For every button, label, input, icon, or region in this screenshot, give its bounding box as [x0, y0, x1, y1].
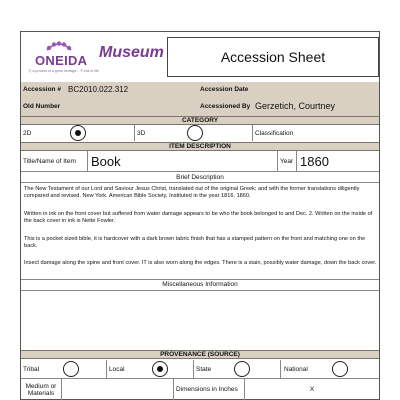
- medium-materials-label: Medium or Materials: [25, 382, 57, 397]
- provenance-state-label: State: [196, 365, 212, 373]
- misc-info-label: Miscellaneous Information: [162, 281, 238, 288]
- title-label: Title/Name of Item: [23, 157, 76, 165]
- description-paragraph: This is a pocket sized bible, it is hardcover with a dark brown tabric finish that has a stamped pattern on the front and matching one on the back.: [24, 236, 366, 250]
- category-heading: CATEGORY: [21, 116, 379, 125]
- year-field[interactable]: 1860: [300, 153, 329, 169]
- provenance-tribal-radio[interactable]: [63, 361, 79, 377]
- logo-tagline: Ⓡ a product of a great heritage... ® lots of life: [28, 69, 99, 73]
- accession-date-field[interactable]: [258, 82, 379, 96]
- misc-info-field[interactable]: [21, 291, 379, 349]
- provenance-local-label: Local: [109, 365, 125, 373]
- category-row: [21, 125, 379, 141]
- logo-area: [21, 32, 165, 82]
- provenance-local-radio[interactable]: [152, 361, 168, 377]
- old-number-field[interactable]: [81, 96, 196, 116]
- old-number-row: [21, 96, 379, 116]
- sheet-title: Accession Sheet: [167, 37, 379, 77]
- provenance-tribal-label: Tribal: [23, 365, 40, 373]
- category-3d-label: 3D: [137, 129, 146, 137]
- category-2d-label: 2D: [23, 129, 32, 137]
- provenance-heading: PROVENANCE (SOURCE): [21, 350, 379, 359]
- sheet-header: [21, 32, 379, 82]
- provenance-national-radio[interactable]: [332, 361, 348, 377]
- year-label: Year: [280, 157, 294, 165]
- item-description-heading: ITEM DESCRIPTION: [21, 142, 379, 151]
- museum-label: Museum: [99, 44, 164, 61]
- classification-field[interactable]: [306, 125, 379, 141]
- old-number-label: Old Number: [23, 102, 61, 110]
- description-paragraph: Insect damage along the spine and front cover. IT is also worn along the edges. There is a stain, possibly water damage, down the back cover.: [24, 260, 377, 266]
- materials-row: [21, 379, 379, 400]
- brief-description-label: Brief Description: [176, 173, 224, 181]
- category-3d-radio[interactable]: [187, 125, 203, 141]
- medium-materials-field[interactable]: [62, 379, 172, 400]
- accessioned-by-field[interactable]: Gerzetich, Courtney: [255, 101, 336, 111]
- accession-number-row: [21, 82, 379, 96]
- dimensions-label: Dimensions in Inches: [176, 386, 238, 393]
- provenance-row: [21, 360, 379, 378]
- title-row: [21, 151, 379, 171]
- provenance-state-radio[interactable]: [234, 361, 250, 377]
- accessioned-by-label: Accessioned By: [200, 102, 251, 110]
- dimensions-field[interactable]: X: [309, 386, 315, 393]
- description-paragraph: The New Testament of our Lord and Saviour Jesus Christ, translated out of the original Greek; and with the former translations diligently compared and revised. New York. American Bible Society, Instituted in the year 1816. 1860.: [24, 186, 360, 200]
- accession-date-label: Accession Date: [200, 85, 249, 93]
- logo-wordmark: ONEIDA: [35, 53, 88, 68]
- title-field[interactable]: Book: [91, 153, 121, 169]
- category-2d-radio[interactable]: [70, 125, 86, 141]
- accession-sheet: [20, 31, 380, 400]
- description-paragraph: Written in ink on the front cover but suffered from water damage appears to be who the book belonged to and Dec. 2. Written on the inside of the back cover in ink is Nette Fowler.: [24, 211, 373, 225]
- provenance-national-label: National: [284, 365, 308, 373]
- classification-label: Classification: [255, 129, 294, 137]
- accession-number-field[interactable]: BC2010.022.312: [68, 84, 129, 94]
- accession-number-label: Accession #: [23, 85, 61, 93]
